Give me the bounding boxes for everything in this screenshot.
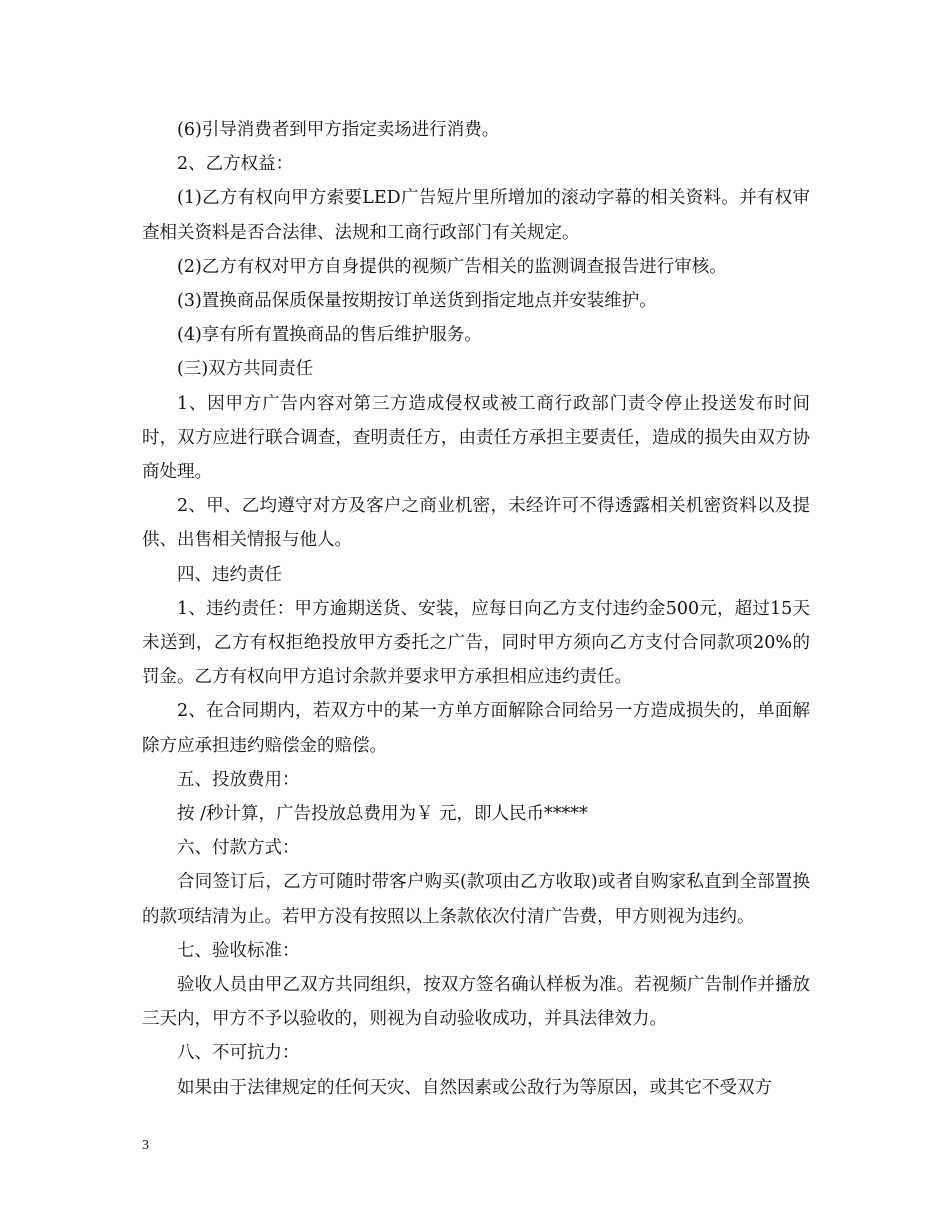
section-heading: 2、乙方权益： bbox=[177, 154, 294, 175]
paragraph: 2、在合同期内，若双方中的某一方单方面解除合同给另一方造成损失的，单面解除方应承担违约赔偿金的赔偿。 bbox=[142, 701, 810, 756]
section-heading: (三)双方共同责任 bbox=[177, 359, 314, 380]
paragraph: (6)引导消费者到甲方指定卖场进行消费。 bbox=[177, 120, 500, 140]
paragraph: (4)享有所有置换商品的售后维护服务。 bbox=[177, 325, 482, 346]
paragraph: 2、甲、乙均遵守对方及客户之商业机密，未经许可不得透露相关机密资料以及提供、出售相关情报与他人。 bbox=[142, 496, 810, 551]
paragraph: (1)乙方有权向甲方索要LED广告短片里所增加的滚动字幕的相关资料。并有权审查相关资料是否合法律、法规和工商行政部门有关规定。 bbox=[142, 188, 810, 243]
paragraph: 1、违约责任：甲方逾期送货、安装，应每日向乙方支付违约金500元，超过15天未送到，乙方有权拒绝投放甲方委托之广告，同时甲方须向乙方支付合同款项20%的罚金。乙方有权向甲方追讨余款并要求甲方承担相应违约责任。 bbox=[142, 598, 810, 688]
document-body bbox=[142, 113, 810, 1105]
section-heading: 七、验收标准： bbox=[177, 940, 300, 961]
paragraph: 验收人员由甲乙双方共同组织，按双方签名确认样板为准。若视频广告制作并播放三天内，甲方不予以验收的，则视为自动验收成功，并具法律效力。 bbox=[142, 975, 810, 1030]
section-heading: 五、投放费用： bbox=[177, 769, 300, 790]
page-number: 3 bbox=[142, 1138, 149, 1153]
paragraph: 如果由于法律规定的任何天灾、自然因素或公敌行为等原因，或其它不受双方 bbox=[177, 1077, 772, 1098]
paragraph: 1、因甲方广告内容对第三方造成侵权或被工商行政部门责令停止投送发布时间时，双方应进行联合调查，查明责任方，由责任方承担主要责任，造成的损失由双方协商处理。 bbox=[142, 393, 810, 483]
paragraph: 合同签订后，乙方可随时带客户购买(款项由乙方收取)或者自购家私直到全部置换的款项结清为止。若甲方没有按照以上条款依次付清广告费，甲方则视为违约。 bbox=[142, 872, 810, 927]
paragraph: 按 /秒计算，广告投放总费用为￥ 元，即人民币***** bbox=[177, 804, 588, 825]
section-heading: 六、付款方式： bbox=[177, 838, 300, 859]
section-heading: 八、不可抗力： bbox=[177, 1043, 300, 1064]
section-heading: 四、违约责任 bbox=[177, 564, 282, 585]
paragraph: (3)置换商品保质保量按期按订单送货到指定地点并安装维护。 bbox=[177, 291, 657, 312]
paragraph: (2)乙方有权对甲方自身提供的视频广告相关的监测调查报告进行审核。 bbox=[177, 256, 727, 277]
